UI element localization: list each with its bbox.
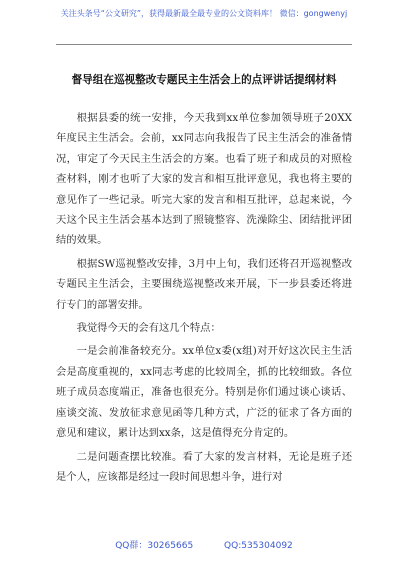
footer bbox=[0, 538, 408, 551]
paragraph: 根据SW巡视整改安排，3月中上旬，我们还将召开巡视整改专题民主生活会，主要围绕巡视整改来开展，下一步县委还将进行专门的部署安排。 bbox=[56, 257, 352, 311]
header-note: 关注头条号“公文研究”，获得最新最全最专业的公文资料库！ 微信：gongwenyj bbox=[60, 9, 348, 18]
document-title: 督导组在巡视整改专题民主生活会上的点评讲话提纲材料 bbox=[71, 74, 337, 86]
paragraph: 我觉得今天的会有这几个特点： bbox=[76, 322, 221, 335]
footer-qq-group: QQ群：30265665 bbox=[115, 541, 194, 551]
paragraph: 根据县委的统一安排，今天我到xx单位参加领导班子20XX年度民主生活会。会前，xx同志向我报告了民主生活会的准备情况，审定了今天民主生活会的方案。也看了班子和成员的对照检查材料，刚才也听了大家的发言和相互批评意见，我也将主要的意见作了一些记录。听完大家的发言和相互批评，总起来说，今天这个民主生活会基本达到了照镜整容、洗澡除尘、团结批评团结的效果。 bbox=[56, 112, 352, 247]
footer-qq-contact: QQ:535304092 bbox=[224, 541, 293, 551]
paragraph: 二是问题查摆比较准。看了大家的发言材料，无论是班子还是个人，应该都是经过一段时间思想斗争，进行对 bbox=[56, 450, 352, 483]
header-divider bbox=[56, 44, 352, 45]
document-body bbox=[56, 108, 352, 490]
paragraph: 一是会前准备较充分。xx单位x委(x组)对开好这次民主生活会是高度重视的，xx同志考虑的比较周全，抓的比较细致。各位班子成员态度端正，准备也很充分。特别是你们通过谈心谈话、座谈交流、发放征求意见函等几种方式，广泛的征求了各方面的意见和建议，累计达到xx条，这是值得充分肯定的。 bbox=[56, 345, 352, 440]
